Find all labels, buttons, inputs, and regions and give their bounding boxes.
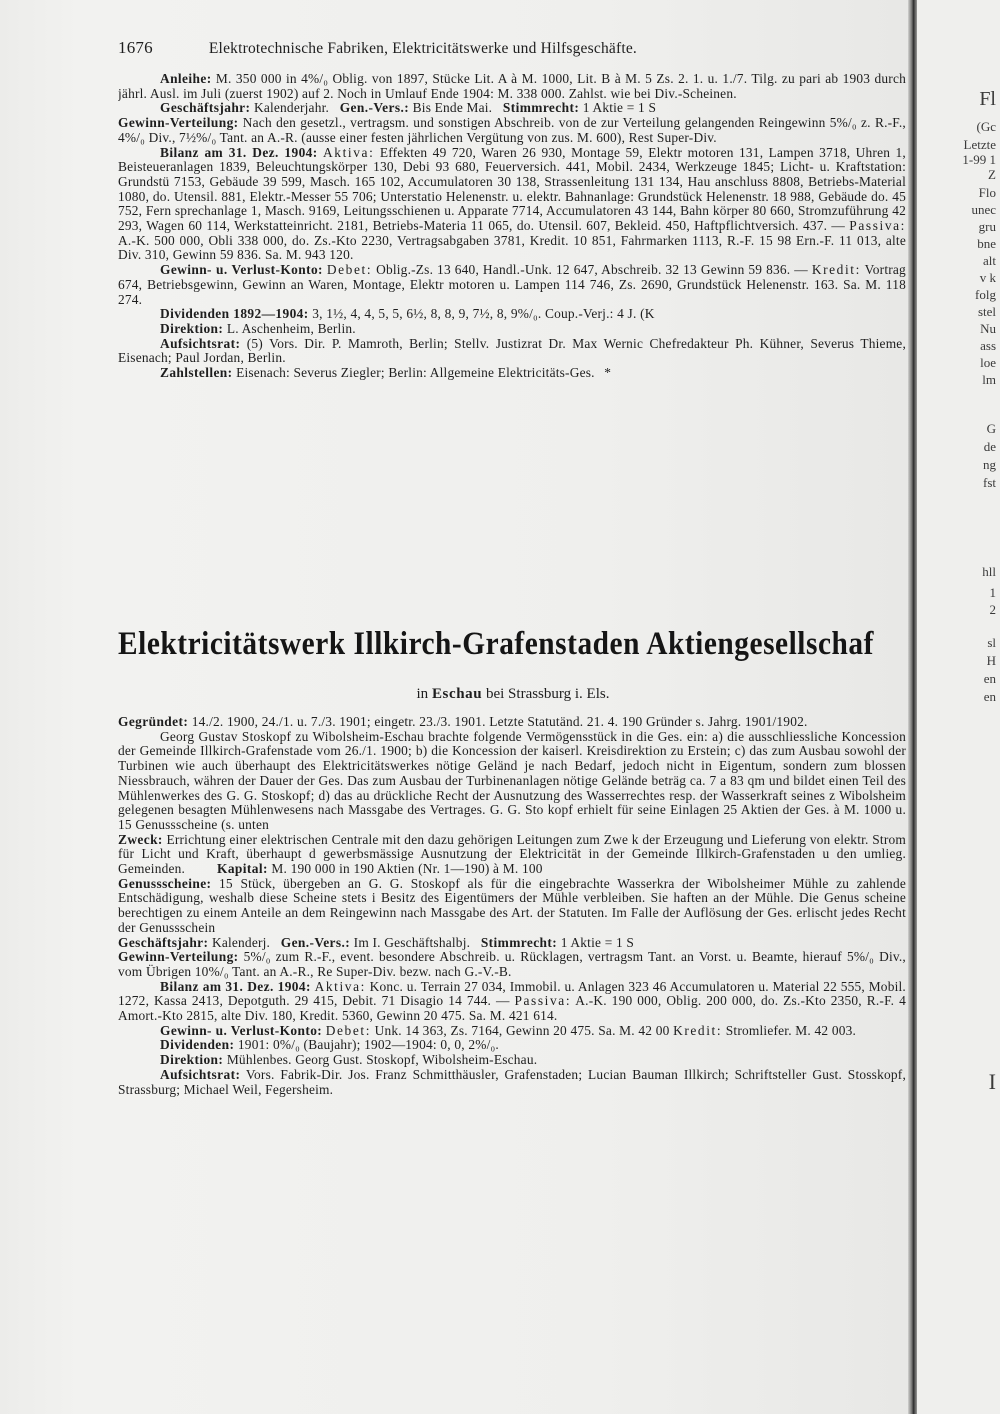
adjacent-fragment: en	[983, 689, 996, 704]
company-location	[118, 686, 908, 703]
running-title: Elektrotechnische Fabriken, Elektricitätswerke und Hilfsgeschäfte.	[208, 40, 637, 57]
guv-label: Gewinn- u. Verlust-Konto:	[160, 1022, 323, 1038]
genussscheine-text: 15 Stück, übergeben an G. G. Stoskopf als für die eingebrachte Wasserkra der Wibolsheimer Mühle zu zahlende Entschädigung, weshalb diese Scheine stets i Besitz des Eigentümers der Mühle verbleiben. Sie haften an der Mühle. Die Genus scheine berechtigen zu einem Anteile an dem Reingewinn nach Massgabe des Art. der Statuten. Im Falle der Auflösung der Ges. erlischt jedes Recht der Genussschein	[118, 875, 906, 935]
adjacent-fragment: en	[983, 671, 996, 686]
gewinnverteilung-label: Gewinn-Verteilung:	[118, 115, 239, 131]
direktion-label: Direktion:	[160, 320, 224, 336]
genvers-text: Im I. Geschäftshalbj.	[353, 934, 471, 950]
adjacent-fragment: (Gc	[976, 119, 996, 134]
kapital-label: Kapital:	[217, 861, 268, 877]
geschaeftsjahr-text: Kalenderjahr.	[253, 100, 330, 116]
adjacent-fragment: alt	[983, 253, 996, 268]
adjacent-fragment: H	[986, 653, 996, 668]
adjacent-fragment: bne	[977, 236, 996, 251]
adjacent-fragment: I	[988, 1069, 996, 1094]
genvers-label: Gen.-Vers.:	[280, 934, 351, 950]
adjacent-page-strip	[917, 0, 1000, 1414]
bilanz-passiva-text: A.-K. 500 000, Obli 338 000, do. Zs.-Kto 2230, Vertragsabgaben 3781, Kredit. 10 851, Fahrmarken 1113, R.-F. 15 98 Ern.-F. 11 013, alte Div. 310, Gewinn 59 836. Sa. M. 943 120.	[118, 232, 906, 263]
genvers-text: Bis Ende Mai.	[412, 100, 493, 116]
adjacent-fragment: gru	[978, 219, 996, 234]
stimmrecht-text: 1 Aktie = 1 S	[560, 934, 635, 950]
bilanz-paragraph	[118, 146, 906, 264]
adjacent-fragment: sl	[987, 635, 996, 650]
guv-kredit-word: Kredit:	[673, 1022, 723, 1038]
anleihe-label: Anleihe:	[160, 72, 212, 86]
genussscheine-label: Genussscheine:	[118, 875, 212, 891]
anleihe-paragraph	[118, 72, 906, 101]
bilanz-label: Bilanz am 31. Dez. 1904:	[160, 144, 318, 160]
aufsichtsrat-label: Aufsichtsrat:	[160, 335, 241, 351]
bilanz-aktiva-word: Aktiva:	[314, 978, 366, 994]
gegruendet-paragraph	[118, 715, 906, 730]
adjacent-fragment: unec	[971, 202, 996, 217]
bilanz-aktiva-word: Aktiva:	[323, 144, 375, 160]
zweck-paragraph	[118, 833, 906, 877]
gegruendet-text: 14./2. 1900, 24./1. u. 7./3. 1901; eingetr. 23./3. 1901. Letzte Statutänd. 21. 4. 190 Gründer s. Jahrg. 1901/1902.	[191, 715, 808, 729]
direktion-text: L. Aschenheim, Berlin.	[226, 320, 356, 336]
gewinnverteilung-text: Nach den gesetzl., vertragsm. und sonstigen Abschreib. von de zur Verteilung gelangenden Reingewinn 5%/₀ z. R.-F., 4%/₀ Div., 7½%/₀ Tant. an A.-R. (ausse einer festen jährlichen Vergütung von zus. M. 600), Rest Super-Div.	[118, 115, 906, 145]
geschaeftsjahr-label: Geschäftsjahr:	[118, 934, 209, 950]
adjacent-fragment: ass	[980, 338, 996, 353]
guv-debet-word: Debet:	[325, 1022, 372, 1038]
adjacent-fragment: G	[986, 421, 996, 436]
kapital-text: M. 190 000 in 190 Aktien (Nr. 1—190) à M. 100	[271, 861, 543, 877]
location-prefix: in	[416, 686, 429, 702]
zweck-text: Errichtung einer elektrischen Centrale mit den dazu gehörigen Leitungen zum Zwe k der Erzeugung und Lieferung von elektr. Strom für Licht und Kraft, überhaupt d gewerbsmässige Ausnutzung der Elektricität in der Gemeinde Illkirch-Grafenstaden u den umlieg. Gemeinden.	[118, 831, 906, 877]
adjacent-fragment: Z	[988, 167, 996, 182]
bilanz-label: Bilanz am 31. Dez. 1904:	[160, 978, 311, 994]
gewinnverteilung-paragraph	[118, 950, 906, 979]
entry-illkirch-grafenstaden	[118, 715, 906, 1405]
adjacent-fragment: stel	[977, 304, 996, 319]
adjacent-fragment: folg	[975, 287, 996, 302]
guv-debet-word: Debet:	[326, 262, 373, 278]
adjacent-fragment: loe	[980, 355, 996, 370]
geschaeftsjahr-paragraph	[118, 101, 906, 116]
zahlstellen-paragraph	[118, 366, 906, 381]
adjacent-fragment: 2	[989, 602, 996, 617]
geschaeftsjahr-text: Kalenderj.	[211, 934, 271, 950]
zahlstellen-text: Eisenach: Severus Ziegler; Berlin: Allgemeine Elektricitäts-Ges.	[236, 365, 595, 381]
stimmrecht-text: 1 Aktie = 1 S	[582, 100, 657, 116]
location-suffix: bei Strassburg i. Els.	[485, 686, 610, 702]
entry-previous-company	[118, 72, 906, 587]
aufsichtsrat-text: (5) Vors. Dir. P. Mamroth, Berlin; Stellv. Justizrat Dr. Max Wernic Chefredakteur Ph. Kühner, Severus Thieme, Eisenach; Paul Jordan, Berlin.	[118, 335, 906, 366]
bilanz-aktiva-text: Effekten 49 720, Waren 26 930, Montage 59, Elektr motoren 131, Lampen 3718, Uhren 1, Beisteueranlagen 1839, Beleuchtungskörper 130, Debi 93 680, Feuerversich. 441, Mobil. 2434, Werkzeuge 1845; Licht- u. Kraftstation: Grundstü 7153, Gebäude 39 599, Masch. 165 102, Accumulatoren 30 138, Strassenleitung 131 134, Hau anschluss 8808, Betriebs-Material 1080, do. Utensil. 881, Elektr.-Messer 55 706; Unterstatio Helenenstr. u. elektr. Bahnanlage: Grundstück Helenenstr. 18 988, Gebäude do. 45 752, Fern sprechanlage 1, Masch. 9169, Leitungsschienen u. Apparate 7714, Accumulatoren 43 144, Bahn körper 80 660, Stromzuführung 42 293, Wagen 60 114, Werkstatteinricht. 2181, Betriebs-Materia 11 065, do. Utensil. 607, Bekleid. 450, Haftpflichtversich. 437. —	[118, 144, 906, 234]
zweck-label: Zweck:	[118, 831, 163, 847]
gegruendet-label: Gegründet:	[118, 715, 189, 729]
stimmrecht-label: Stimmrecht:	[502, 100, 580, 116]
gewinnverteilung-text: 5%/₀ zum R.-F., event. besondere Abschreib. u. Rücklagen, vertragsm Tant. an Vorst. u. Beamte, hierauf 5%/₀ Div., vom Übrigen 10%/₀ Tant. an A.-R., Re Super-Div. bezw. nach G.-V.-B.	[118, 949, 906, 979]
bilanz-passiva-text: A.-K. 190 000, Oblig. 200 000, do. Zs.-Kto 2350, R.-F. 4 Amort.-Kto 2815, alte Div. 180, Kredit. 5360, Gewinn 20 475. Sa. M. 421 614.	[118, 993, 906, 1024]
adjacent-fragment: Nu	[980, 321, 996, 336]
stimmrecht-label: Stimmrecht:	[480, 934, 558, 950]
dividenden-label: Dividenden:	[160, 1037, 235, 1053]
adjacent-fragment: Letzte	[963, 137, 996, 152]
adjacent-fragment: 1	[989, 585, 996, 600]
adjacent-fragment: 1-99 1	[962, 152, 996, 167]
company-title: Elektricitätswerk Illkirch-Grafenstaden Aktiengesellschaf	[118, 626, 874, 662]
anleihe-text: M. 350 000 in 4%/₀ Oblig. von 1897, Stücke Lit. A à M. 1000, Lit. B à M. 5 Zs. 2. 1. u. 1./7. Tilg. zu pari ab 1903 durch jährl. Ausl. im Juli (zuerst 1902) auf 2. Noch in Umlauf Ende 1904: M. 338 000. Zahlst. wie bei Div.-Scheinen.	[118, 72, 906, 101]
bilanz-passiva-word: Passiva:	[514, 993, 572, 1009]
guv-debet-text: Oblig.-Zs. 13 640, Handl.-Unk. 12 647, Abschreib. 32 13 Gewinn 59 836. —	[376, 262, 808, 278]
aufsichtsrat-paragraph	[118, 337, 906, 366]
zahlstellen-label: Zahlstellen:	[160, 365, 233, 381]
genvers-label: Gen.-Vers.:	[339, 100, 410, 116]
aufsichtsrat-label: Aufsichtsrat:	[160, 1066, 241, 1082]
geschaeftsjahr-label: Geschäftsjahr:	[160, 100, 251, 116]
page-number: 1676	[118, 38, 153, 57]
bilanz-passiva-word: Passiva:	[849, 218, 906, 234]
page-header	[118, 38, 908, 58]
location-place: Eschau	[431, 686, 483, 702]
direktion-paragraph	[118, 1053, 906, 1068]
guv-kredit-word: Kredit:	[811, 262, 861, 278]
aufsichtsrat-paragraph	[118, 1068, 906, 1097]
adjacent-fragment: ng	[983, 457, 996, 472]
geschaeftsjahr-paragraph	[118, 936, 906, 951]
dividenden-text: 1901: 0%/₀ (Baujahr); 1902—1904: 0, 0, 2%/₀.	[237, 1037, 499, 1053]
dividenden-paragraph	[118, 307, 906, 322]
gewinnverteilung-paragraph	[118, 116, 906, 145]
guv-kredit-text: Vortrag 674, Betriebsgewinn, Gewinn an Waren, Montage, Elektr motoren u. Lampen 114 746, Zs. 2690, Grundstück Helenenstr. 163. Sa. M. 118 274.	[118, 262, 906, 307]
guv-paragraph	[118, 1024, 906, 1039]
dividenden-paragraph	[118, 1038, 906, 1053]
gewinnverteilung-label: Gewinn-Verteilung:	[118, 949, 239, 965]
adjacent-fragment: de	[983, 439, 996, 454]
direktion-text: Mühlenbes. Georg Gust. Stoskopf, Wibolsheim-Eschau.	[226, 1052, 538, 1068]
book-binding-gutter	[908, 0, 917, 1414]
dividenden-label: Dividenden 1892—1904:	[160, 306, 309, 322]
stoskopf-paragraph	[118, 730, 906, 833]
adjacent-fragment: Flo	[978, 185, 996, 200]
aufsichtsrat-text: Vors. Fabrik-Dir. Jos. Franz Schmitthäusler, Grafenstaden; Lucian Bauman Illkirch; Schriftsteller Gust. Stosskopf, Strassburg; Michael Weil, Fegersheim.	[118, 1066, 906, 1097]
direktion-paragraph	[118, 322, 906, 337]
guv-debet-text: Unk. 14 363, Zs. 7164, Gewinn 20 475. Sa. M. 42 00	[374, 1022, 670, 1038]
guv-label: Gewinn- u. Verlust-Konto:	[160, 262, 323, 278]
adjacent-fragment: fst	[983, 475, 996, 490]
genussscheine-paragraph	[118, 877, 906, 936]
adjacent-fragment: Fl	[979, 88, 996, 110]
guv-paragraph	[118, 263, 906, 307]
adjacent-fragment: v k	[979, 270, 996, 285]
dividenden-text: 3, 1½, 4, 4, 5, 5, 6½, 8, 8, 9, 7½, 8, 9%/₀. Coup.-Verj.: 4 J. (K	[312, 306, 655, 322]
bilanz-paragraph	[118, 980, 906, 1024]
stoskopf-text: Georg Gustav Stoskopf zu Wibolsheim-Eschau brachte folgende Vermögensstück in die Ges. ein: a) die ausschliessliche Koncession der Gemeinde Illkirch-Grafenstade vom 26./1. 1900; b) die Koncession der kaiserl. Kreisdirektion zu Erstein; c) das zum Ausbau sowohl der Turbinen wie auch überhaupt des Elektricitätswerkes nötige Geländ je nach Bedarf, jedoch nicht in Eigentum, sondern zum blossen Niessbrauch, währen der Dauer der Ges. Das zum Ausbau der Turbinenanlagen nötige Gelände beträg ca. 7 a 83 qm und bildet einen Teil des Mühlenwerkes des G. G. Stoskopf; d) das au drückliche Recht der Ausnutzung des Wasserrechtes resp. der Wasserkraft seines z Wibolsheim gelegenen besagten Mühlenwesens nach Massgabe des Vertrages. G. G. Sto kopf erhielt für seine Einlagen 25 Aktien der Ges. à M. 1000 u. 15 Genussscheine (s. unten	[118, 728, 906, 832]
entry-end-star: *	[604, 365, 612, 381]
adjacent-fragment: hll	[982, 564, 996, 579]
guv-kredit-text: Stromliefer. M. 42 003.	[725, 1022, 857, 1038]
direktion-label: Direktion:	[160, 1052, 224, 1068]
adjacent-fragment: lm	[982, 372, 996, 387]
bilanz-aktiva-text: Konc. u. Terrain 27 034, Immobil. u. Anlagen 323 46 Accumulatoren u. Material 22 555, Mobil. 1272, Kassa 2413, Depotguth. 29 415, Debit. 71 Disagio 14 744. —	[118, 978, 906, 1009]
